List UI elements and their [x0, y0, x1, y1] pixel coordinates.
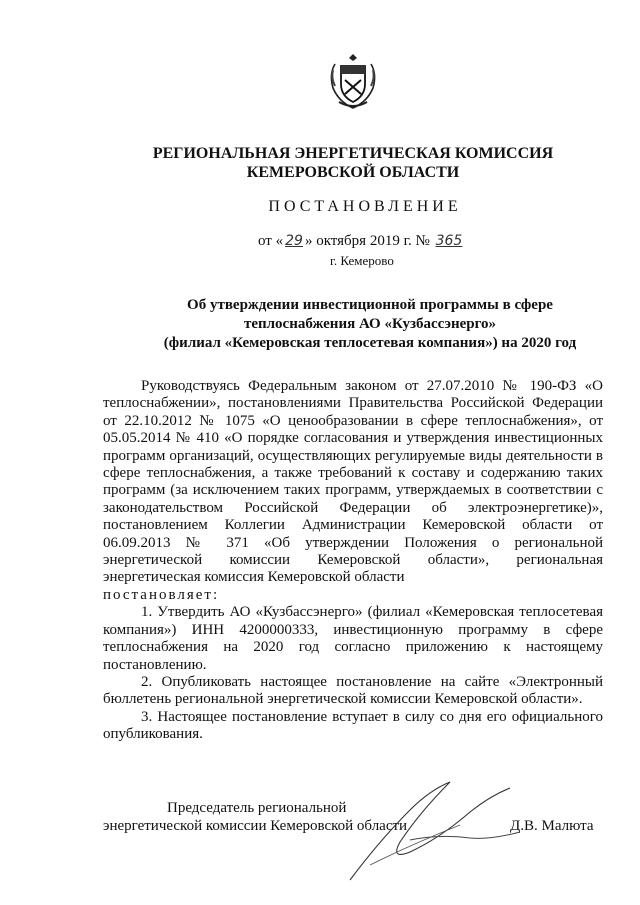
organization-name-line1: РЕГИОНАЛЬНАЯ ЭНЕРГЕТИЧЕСКАЯ КОМИССИЯ	[152, 145, 554, 162]
document-body	[103, 378, 603, 744]
handwritten-signature	[310, 770, 540, 890]
preamble-text: Руководствуясь Федеральным законом от 27.07.2010 № 190-ФЗ «О теплоснабжении», постановлениями Правительства Российской Федерации от 22.10.2012 № 1075 «О ценообразовании в сфере теплоснабжения», от 05.05.2014 № 410 «О порядке согласования и утверждения инвестиционных программ организаций, осуществляющих регулируемые виды деятельности в сфере теплоснабжения, а также требований к составу и содержанию таких программ (за исключением таких программ, утверждаемых в соответствии с законодательством Российской Федерации об электроэнергетике)», постановлением Коллегии Администрации Кемеровской области от 06.09.2013 № 371 «Об утверждении Положения о региональной энергетической комиссии Кемеровской области», региональная энергетическая комиссия Кемеровской области	[103, 378, 603, 586]
signatory-name: Д.В. Малюта	[510, 818, 594, 834]
item-3: 3. Настоящее постановление вступает в силу со дня его официального опубликования.	[103, 708, 603, 743]
handwritten-number: 365	[435, 233, 463, 249]
item-2: 2. Опубликовать настоящее постановление на сайте «Электронный бюллетень региональной энергетической комиссии Кемеровской области».	[103, 673, 603, 708]
preamble-paragraph	[103, 378, 603, 587]
subject-line3: (филиал «Кемеровская теплосетевая компания») на 2020 год	[163, 335, 577, 351]
city: г. Кемерово	[330, 253, 394, 268]
date-middle: » октября 2019 г. №	[304, 233, 430, 249]
signatory-title-line1: Председатель региональной	[167, 800, 347, 816]
document-subject	[0, 296, 640, 353]
document-type: ПОСТАНОВЛЕНИЕ	[268, 198, 462, 215]
organization-name-line2: КЕМЕРОВСКОЙ ОБЛАСТИ	[246, 164, 460, 181]
date-prefix: от «	[258, 233, 284, 249]
signatory-title-line2: энергетической комиссии Кемеровской области	[103, 818, 408, 834]
coat-of-arms-emblem	[327, 52, 379, 110]
subject-line1: Об утверждении инвестиционной программы в сфере	[187, 297, 553, 313]
date-line	[258, 233, 464, 250]
resolves-word: постановляет:	[103, 586, 220, 603]
item-1: 1. Утвердить АО «Кузбассэнерго» (филиал «Кемеровская теплосетевая компания») ИНН 4200000333, инвестиционную программу в сфере теплоснабжения на 2020 год согласно приложению к настоящему постановлению.	[103, 604, 603, 673]
handwritten-day: 29	[285, 233, 303, 249]
subject-line2: теплоснабжения АО «Кузбассэнерго»	[243, 316, 497, 332]
